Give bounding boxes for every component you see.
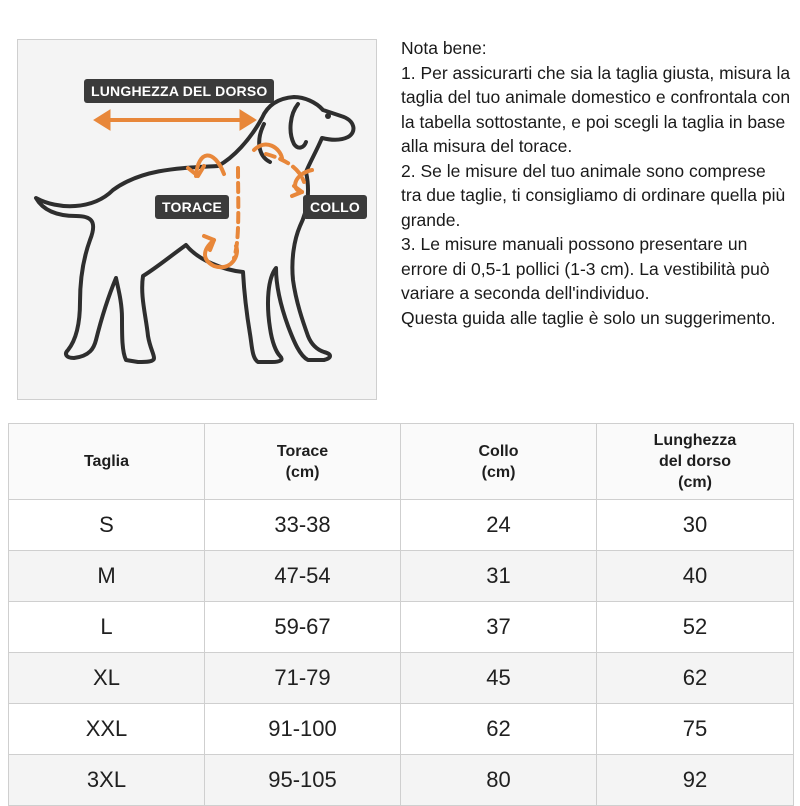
header-size: Taglia: [9, 424, 205, 500]
chest-cell: 71-79: [205, 653, 401, 704]
table-header-row: [9, 424, 794, 500]
note-item-1: 1. Per assicurarti che sia la taglia giusta, misura la taglia del tuo animale domestico e confrontala con la tabella sottostante, e poi scegli la taglia in base alla misura del torace.: [401, 62, 791, 156]
chest-cell: 33-38: [205, 500, 401, 551]
header-back-length: Lunghezza del dorso (cm): [597, 424, 794, 500]
dog-eye: [325, 113, 331, 119]
chest-cell: 95-105: [205, 755, 401, 806]
notes-heading: Nota bene:: [401, 38, 487, 58]
note-item-2: 2. Se le misure del tuo animale sono comprese tra due taglie, ti consigliamo di ordinare quella più grande.: [401, 160, 786, 230]
back-length-cell: 52: [597, 602, 794, 653]
size-cell: XL: [9, 653, 205, 704]
table-row: [9, 551, 794, 602]
back-length-label: LUNGHEZZA DEL DORSO: [84, 79, 274, 103]
size-cell: M: [9, 551, 205, 602]
chest-label: TORACE: [155, 195, 229, 219]
neck-cell: 31: [401, 551, 597, 602]
table-row: [9, 653, 794, 704]
neck-cell: 62: [401, 704, 597, 755]
table-row: [9, 602, 794, 653]
table-row: [9, 755, 794, 806]
size-chart-table: [8, 423, 794, 806]
header-chest: Torace (cm): [205, 424, 401, 500]
table-row: [9, 500, 794, 551]
neck-cell: 45: [401, 653, 597, 704]
notes-disclaimer: Questa guida alle taglie è solo un suggerimento.: [401, 307, 776, 328]
neck-cell: 80: [401, 755, 597, 806]
back-length-arrow: [94, 110, 256, 130]
back-length-cell: 62: [597, 653, 794, 704]
chest-cell: 59-67: [205, 602, 401, 653]
dog-silhouette: [36, 97, 353, 362]
dog-measurement-diagram: [17, 39, 377, 400]
header-neck: Collo (cm): [401, 424, 597, 500]
chest-cell: 91-100: [205, 704, 401, 755]
neck-cell: 24: [401, 500, 597, 551]
back-length-cell: 75: [597, 704, 794, 755]
size-cell: XXL: [9, 704, 205, 755]
neck-cell: 37: [401, 602, 597, 653]
note-item-3: 3. Le misure manuali possono presentare un errore di 0,5-1 pollici (1-3 cm). La vestibilità può variare a seconda dell'individuo.: [401, 234, 770, 303]
size-cell: S: [9, 500, 205, 551]
size-cell: 3XL: [9, 755, 205, 806]
neck-label: COLLO: [303, 195, 367, 219]
back-length-cell: 40: [597, 551, 794, 602]
table-row: [9, 704, 794, 755]
chest-cell: 47-54: [205, 551, 401, 602]
back-length-cell: 92: [597, 755, 794, 806]
size-notes: [401, 36, 791, 330]
back-length-cell: 30: [597, 500, 794, 551]
size-cell: L: [9, 602, 205, 653]
